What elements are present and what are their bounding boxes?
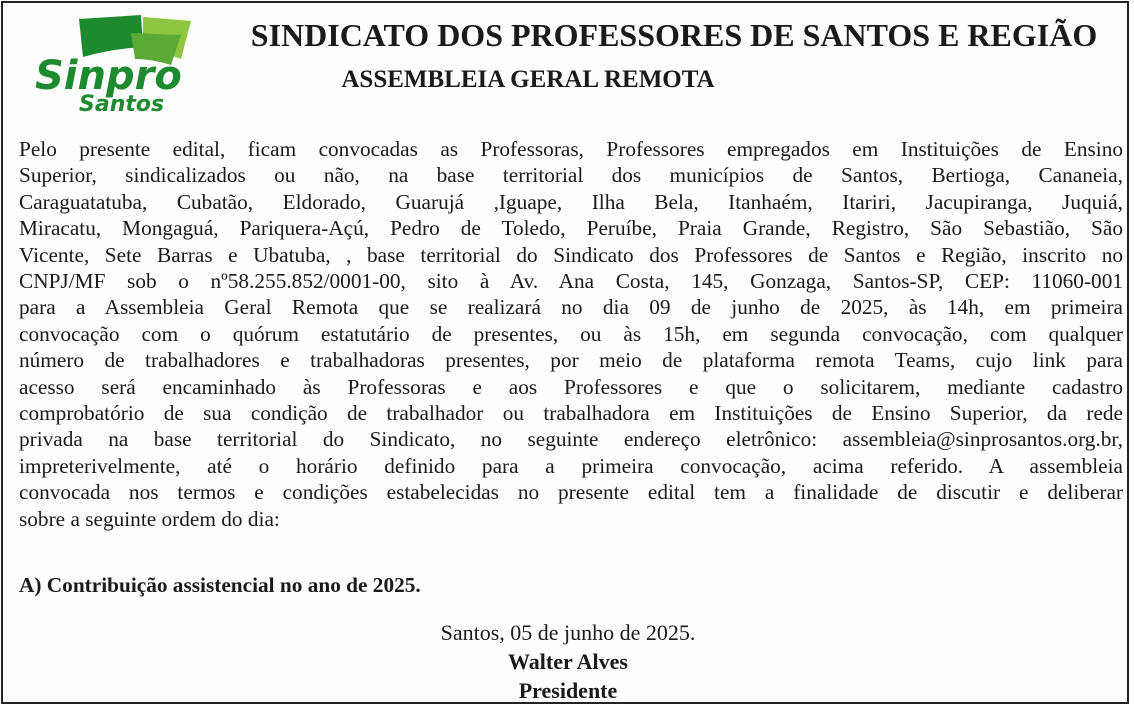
agenda-item: A) Contribuição assistencial no ano de 2025.: [19, 573, 421, 597]
body-line: Pelo presente edital, ficam convocadas as Professoras, Professores empregados em Instituições de Ensino: [19, 137, 1123, 161]
body-line: convocação com o quórum estatutário de presentes, ou às 15h, em segunda convocação, com qualquer: [19, 321, 1123, 346]
sinpro-logo: [31, 13, 195, 115]
place-date: Santos, 05 de junho de 2025.: [440, 620, 696, 645]
signer-name: Walter Alves: [508, 649, 628, 674]
body-line: impreterivelmente, até o horário definido para a primeira convocação, acima referido. A assembleia: [19, 453, 1123, 478]
body-line: número de trabalhadores e trabalhadoras presentes, por meio de plataforma remota Teams, cujo link para: [19, 348, 1123, 373]
body-line: acesso será encaminhado às Professoras e aos Professores e que o solicitarem, mediante cadastro: [19, 374, 1123, 399]
logo-wordmark: Sinpro: [35, 53, 182, 99]
notice-body: [19, 136, 1123, 532]
body-line: Superior, sindicalizados ou não, na base territorial dos municípios de Santos, Bertioga, Cananeia,: [19, 163, 1123, 188]
body-line: privada na base territorial do Sindicato, no seguinte endereço eletrônico: assembleia@sinprosantos.org.br,: [19, 427, 1123, 452]
body-line: para a Assembleia Geral Remota que se realizará no dia 09 de junho de 2025, às 14h, em primeira: [19, 295, 1123, 320]
body-line: comprobatório de sua condição de trabalhador ou trabalhadora em Instituições de Ensino Superior, da rede: [19, 401, 1123, 426]
body-line: Miracatu, Mongaguá, Pariquera-Açú, Pedro de Toledo, Peruíbe, Praia Grande, Registro, São Sebastião, São: [19, 216, 1123, 241]
body-line: convocada nos termos e condições estabelecidas no presente edital tem a finalidade de discutir e deliberar: [19, 480, 1123, 505]
body-line: CNPJ/MF sob o nº58.255.852/0001-00, sito à Av. Ana Costa, 145, Gonzaga, Santos-SP, CEP: 11060-001: [19, 269, 1123, 294]
notice-subtitle: ASSEMBLEIA GERAL REMOTA: [341, 66, 715, 93]
body-line: Caraguatatuba, Cubatão, Eldorado, Guarujá ,Iguape, Ilha Bela, Itanhaém, Itariri, Jacupiranga, Juquiá,: [19, 189, 1123, 214]
organization-title: SINDICATO DOS PROFESSORES DE SANTOS E REGIÃO: [250, 17, 1098, 53]
signer-role: Presidente: [518, 678, 618, 703]
logo-wordmark-sub: Santos: [79, 92, 165, 115]
body-line: sobre a seguinte ordem do dia:: [19, 506, 280, 531]
body-line: Vicente, Sete Barras e Ubatuba, , base territorial do Sindicato dos Professores de Santos e Região, inscrito no: [19, 242, 1123, 267]
notice-frame: [1, 1, 1129, 704]
